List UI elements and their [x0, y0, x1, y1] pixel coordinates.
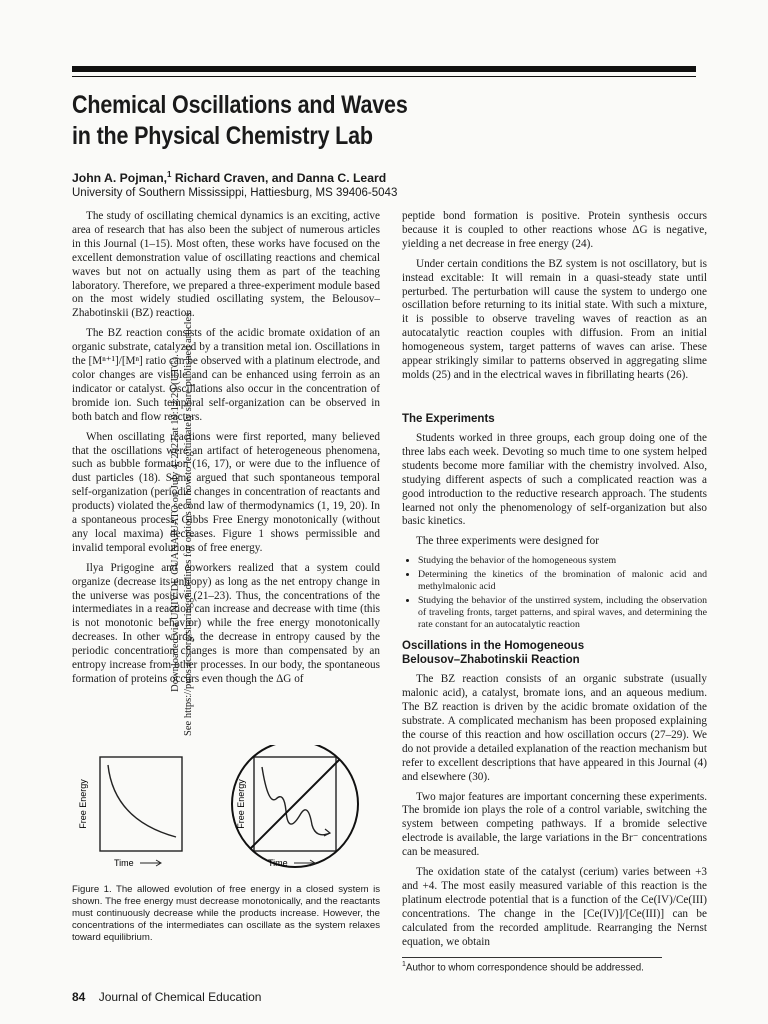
- footnote-marker: 1: [402, 961, 406, 968]
- heading-line1: Oscillations in the Homogeneous: [402, 640, 585, 653]
- section-heading-experiments: The Experiments: [402, 413, 495, 425]
- invalid-curve-arrowhead: [324, 829, 330, 836]
- right-y-axis-label: Free Energy: [236, 779, 246, 829]
- paragraph: The study of oscillating chemical dynamics is an exciting, active area of research that has also been the subject of numerous articles in this Journal (1–15). Most often, these works have focused on the excellent demonstration value of oscillating reactions and chemical waves but not on actually using them as part of the teaching laboratory. Therefore, we prepared a three-experiment module based on the most widely studied oscillating system, the Belousov–Zhabotinskii (BZ) reaction.: [72, 210, 380, 320]
- paragraph: The three experiments were designed for: [416, 535, 599, 548]
- title-line2: in the Physical Chemistry Lab: [72, 122, 373, 150]
- title-line1: Chemical Oscillations and Waves: [72, 91, 408, 119]
- paragraph: The BZ reaction consists of the acidic bromate oxidation of an organic substrate, catalyzed by a transition metal ion. Oscillations in the [Mⁿ⁺¹]/[Mⁿ] ratio can be observed with a platinum electrode, and color changes are visible and can be enhanced using ferroin as an indicator or catalyst. Oscillations also occur in the concentration of bromide ion. Such temporal self-organization can be observed in both batch and flow reactors.: [72, 327, 380, 423]
- left-column: [72, 210, 380, 693]
- journal-name: Journal of Chemical Education: [98, 990, 262, 1004]
- author-first: John A. Pojman,: [72, 171, 168, 186]
- footnote-rule: [402, 957, 662, 958]
- thin-rule: [72, 76, 696, 77]
- section-heading-oscillations: [402, 639, 707, 667]
- paragraph: The BZ reaction consists of an organic substrate (usually malonic acid), a catalyst, bromate ions, and an aqueous medium. The BZ reaction is driven by the acidic bromate oxidation of the substrate. A complicated mechanism has been proposed explaining the course of this reaction and how oscillation occurs (27–29). We do not provide a detailed explanation of the reaction mechanism but refer to excellent descriptions that have appeared in this Journal (4) and elsewhere (30).: [402, 673, 707, 783]
- list-item: • Determining the kinetics of the bromination of malonic acid and methylmalonic acid: [418, 569, 707, 593]
- right-column-top: [402, 210, 707, 389]
- download-notice-line2: See https://pubs.acs.org/sharingguidelines for options on how to legitimately share published articles.: [183, 310, 194, 736]
- figure-1-diagram: [72, 745, 380, 871]
- footnote: [402, 961, 644, 973]
- page-footer: [72, 990, 261, 1004]
- paragraph: peptide bond formation is positive. Protein synthesis occurs because it is coupled to other reactions whose ΔG is negative, yielding a net decrease in free energy (24).: [402, 210, 707, 250]
- list-item: • Studying the behavior of the unstirred system, including the observation of traveling fronts, target patterns, and spiral waves, and determining the rate constant for an autocatalytic reaction: [418, 595, 707, 631]
- right-column: [402, 412, 707, 955]
- download-notice-line1: Downloaded via UNIV DE GUANAJUATO on July 4, 2022 at 19:12:29 (UTC).: [170, 354, 181, 692]
- left-y-axis-label: Free Energy: [78, 779, 88, 829]
- authors: [72, 170, 386, 185]
- affiliation: University of Southern Mississippi, Hattiesburg, MS 39406-5043: [72, 187, 398, 199]
- paragraph: Under certain conditions the BZ system is not oscillatory, but is instead excitable: It will remain in a quasi-steady state until perturbed. The perturbation will cause the system to undergo one oscillation before returning to its initial state. With such a mixture, it is possible to observe traveling waves of reaction as an autocatalytic reaction couples with diffusion. From an initial homogeneous system, target patterns of waves can arise. These appear strikingly similar to patterns observed in aggregating slime molds (25) and in the electrical waves in fibrillating hearts (26).: [402, 257, 707, 381]
- author-rest: Richard Craven, and Danna C. Leard: [171, 171, 387, 186]
- heading-line2: Belousov–Zhabotinskii Reaction: [402, 654, 580, 667]
- footnote-text: Author to whom correspondence should be addressed.: [405, 962, 644, 974]
- paragraph: Ilya Prigogine and coworkers realized that a system could organize (decrease its entropy) as long as the net entropy change in the universe was positive (21–23). Thus, the concentrations of the intermediates in a reaction can increase and decrease with time (this is not monotonic behavior) while the free energy monotonically decreases. In other words, the decrease in entropy caused by the periodic concentration changes is more than compensated by an entropy increase from other processes. In our body, the spontaneous formation of proteins occurs even though the ΔG of: [72, 561, 380, 685]
- page-number: 84: [72, 990, 86, 1004]
- top-rule: [72, 66, 696, 72]
- allowed-curve: [108, 765, 176, 837]
- right-x-axis-label: Time: [268, 858, 288, 868]
- article-title: [72, 90, 588, 152]
- allowed-panel-frame: [100, 757, 182, 851]
- paragraph: Students worked in three groups, each group doing one of the three labs each week. Devoting so much time to one system helped students become more familiar with the chemistry involved. Also, studying different aspects of such a complicated reaction was a good introduction to the reductive research approach. The students learned not only the phenomenology of self-organization but also basic kinetics.: [402, 432, 707, 528]
- paragraph: When oscillating reactions were first reported, many believed that the oscillations were an artifact of heterogeneous phenomena, such as bubble formation (16, 17), or were due to the influence of dust particles (18). Some argued that such spontaneous temporal self-organization (periodic changes in concentration of reactants and products) violated the second law of thermodynamics (1, 19, 20). In a spontaneous process, Gibbs Free Energy monotonically (without any local maxima) decreases. Figure 1 shows permissible and invalid temporal evolutions of free energy.: [72, 430, 380, 554]
- author-footnote-marker: 1: [167, 170, 172, 179]
- figure-caption: Figure 1. The allowed evolution of free energy in a closed system is shown. The free energy must decrease monotonically, and the reactants must continuously decrease while the products increase. However, the concentrations of the intermediates can oscillate as the system relaxes toward equilibrium.: [72, 884, 380, 943]
- paragraph: The oxidation state of the catalyst (cerium) varies between +3 and +4. The most easily measured variable of this reaction is the platinum electrode potential that is a function of the Ce(IV)/Ce(III) concentrations. The change in the [Ce(IV)]/[Ce(III)] can be calculated from the recorded amplitude. Rearranging the Nernst equation, we obtain: [402, 866, 707, 948]
- invalid-curve: [262, 767, 330, 835]
- figure-1: [72, 745, 380, 871]
- paragraph: Two major features are important concerning these experiments. The bromide ion plays the role of a control variable, switching the system between competing pathways. If a bromide selective electrode is available, the large variations in the Br⁻ concentrations can be measured.: [402, 790, 707, 859]
- list-item: • Studying the behavior of the homogeneous system: [418, 555, 707, 567]
- left-x-axis-label: Time: [114, 858, 134, 868]
- experiment-list: [402, 555, 707, 631]
